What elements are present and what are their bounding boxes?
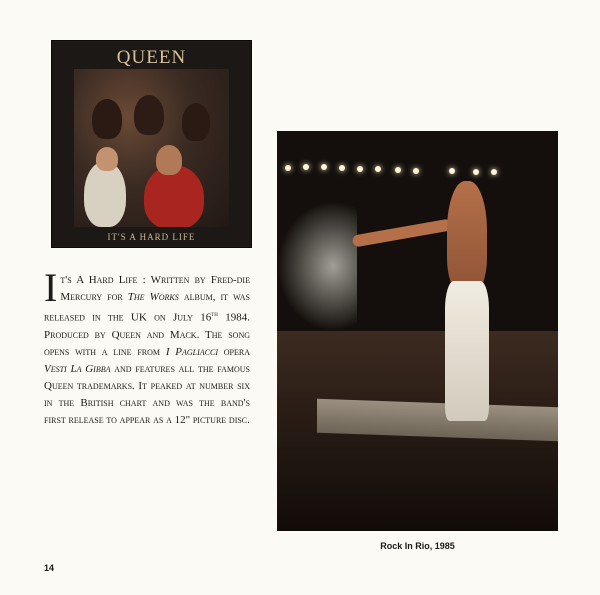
stage-light	[473, 169, 479, 175]
cover-band-photo	[74, 69, 229, 227]
concert-photo	[277, 131, 558, 531]
article-p2: album, it was released in the UK on July 16	[44, 291, 250, 324]
stage-light	[491, 169, 497, 175]
album-cover	[52, 41, 251, 247]
article-p4: opera	[217, 345, 250, 358]
band-member-1	[92, 99, 122, 139]
performer-torso	[447, 181, 487, 291]
band-member-3	[182, 103, 210, 141]
performer-legs	[445, 281, 489, 421]
article-p1: t's A Hard Life : Written by Fred-die Mercury for	[60, 274, 250, 303]
band-member-4-face	[96, 147, 118, 171]
article-p5: and features all the famous Queen trademarks. It peaked at number six in the British chart and was the band's first release to appear as a 12" picture disc.	[44, 362, 250, 426]
stage-light	[413, 168, 419, 174]
opera-title: I Pagliacci	[165, 345, 218, 358]
stage-light	[339, 165, 345, 171]
article-p3: 1984. Produced by Queen and Mack. The song opens with a line from	[44, 311, 251, 358]
stage-light	[303, 164, 309, 170]
band-member-2	[134, 95, 164, 135]
drop-cap: I	[44, 265, 58, 310]
water-spray	[277, 201, 357, 331]
stage-light	[395, 167, 401, 173]
band-member-5-face	[156, 145, 182, 175]
stage-light	[375, 166, 381, 172]
stage-light	[449, 168, 455, 174]
photo-caption: Rock In Rio, 1985	[380, 541, 455, 551]
page-number: 14	[44, 563, 55, 573]
cover-single-title: IT'S A HARD LIFE	[107, 232, 196, 242]
aria-title: Vesti La Gibba	[44, 362, 111, 375]
date-suffix: th	[211, 310, 218, 318]
stage-light	[357, 166, 363, 172]
album-title: The Works	[127, 291, 179, 303]
article-text	[44, 265, 251, 429]
stage-light	[321, 164, 327, 170]
performer-arm	[352, 218, 453, 247]
cover-band-name: QUEEN	[116, 47, 187, 68]
stage-light	[285, 165, 291, 171]
